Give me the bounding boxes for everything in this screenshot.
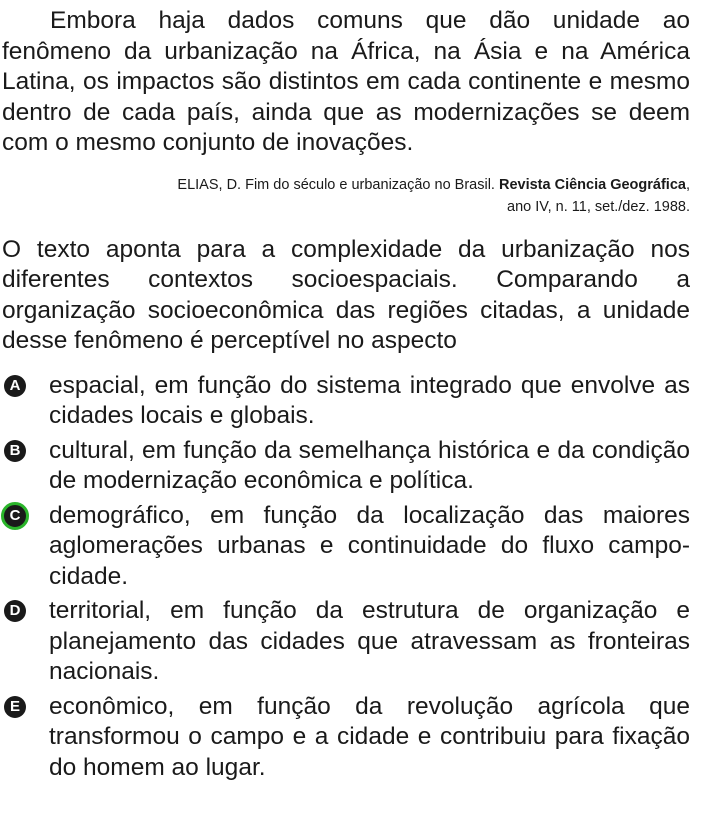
citation-journal: Revista Ciência Geográfica: [498, 176, 686, 193]
option-c-text: demográfico, em função da localização das maiores aglomerações urbanas e continuidade do fluxo campo-cidade.: [49, 501, 690, 590]
option-b-text: cultural, em função da semelhança histórica e da condição de modernização econômica e política.: [49, 436, 690, 494]
option-d-text: territorial, em função da estrutura de organização e planejamento das cidades que atravessam as fronteiras nacionais.: [49, 597, 690, 685]
option-d[interactable]: [2, 596, 690, 688]
text-passage: Embora haja dados comuns que dão unidade ao fenômeno da urbanização na África, na Ásia e na América Latina, os impactos são distintos em cada continente e mesmo dentro de cada país, ainda que as modernizações se deem com o mesmo conjunto de inovações.: [2, 7, 690, 156]
citation-author-title: ELIAS, D. Fim do século e urbanização no Brasil.: [177, 176, 499, 193]
question-page: [2, 6, 690, 787]
option-e-letter-badge: E: [4, 696, 26, 718]
options-list: [2, 371, 690, 784]
option-c-letter-badge-correct: C: [1, 502, 29, 530]
citation: [2, 174, 690, 218]
option-a[interactable]: [2, 371, 690, 432]
option-e[interactable]: [2, 692, 690, 784]
citation-journal-suffix: ,: [685, 176, 690, 193]
option-e-text: econômico, em função da revolução agrícola que transformou o campo e a cidade e contribuiu para fixação do homem ao lugar.: [49, 692, 690, 781]
option-a-letter-badge: A: [4, 375, 26, 397]
citation-details: ano IV, n. 11, set./dez. 1988.: [507, 198, 690, 215]
option-d-letter-badge: D: [4, 600, 26, 622]
option-a-text: espacial, em função do sistema integrado que envolve as cidades locais e globais.: [49, 371, 690, 429]
option-b-letter-badge: B: [4, 440, 26, 462]
option-c[interactable]: [2, 501, 690, 593]
option-b[interactable]: [2, 436, 690, 497]
question-stem: O texto aponta para a complexidade da urbanização nos diferentes contextos socioespaciais. Comparando a organização socioeconômica das regiões citadas, a unidade desse fenômeno é perceptível no aspecto: [2, 235, 690, 354]
